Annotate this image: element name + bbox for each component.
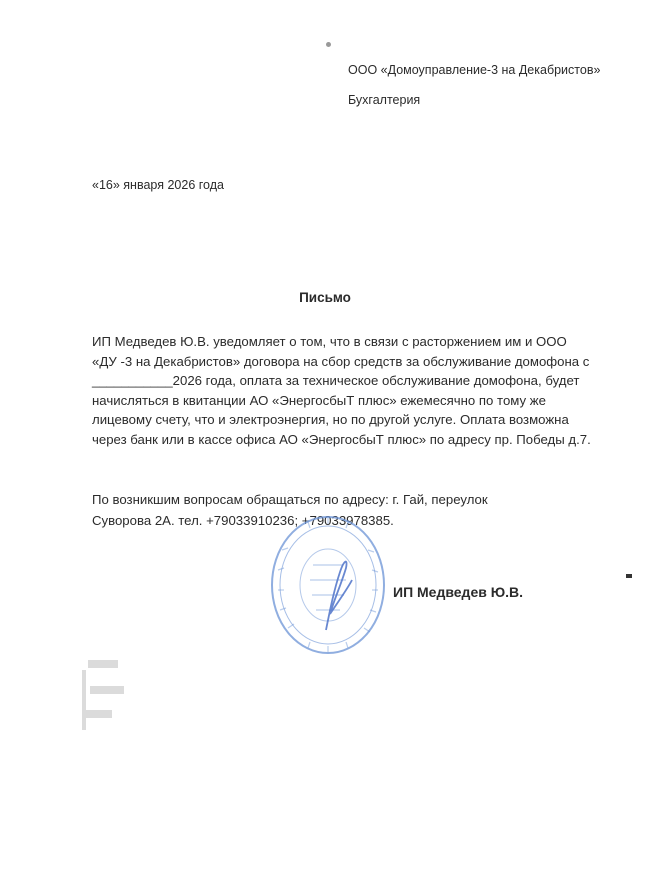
letter-title: Письмо	[299, 290, 351, 305]
seal-stamp	[268, 510, 388, 660]
scan-dot	[626, 574, 632, 578]
letter-paragraph-2: По возникшим вопросам обращаться по адресу: г. Гай, переулок Суворова 2А. тел. +79033910236; +79033978385.	[92, 492, 488, 528]
signature-name: ИП Медведев Ю.В.	[393, 584, 524, 600]
recipient-department: Бухгалтерия	[348, 93, 421, 107]
letter-paragraph-1: ИП Медведев Ю.В. уведомляет о том, что в связи с расторжением им и ООО «ДУ -3 на Декабристов» договора на сбор средств за обслуживание домофона с ___________2026 года, оплата за техническое обслуживание домофона, будет начисляться в квитанции АО «ЭнергосбыТ плюс» ежемесячно по тому же лицевому счету, что и электроэнергия, но по другой услуге. Оплата возможна через банк или в кассе офиса АО «ЭнергосбыТ плюс» по адресу пр. Победы д.7.	[92, 334, 591, 447]
scan-noise	[80, 650, 170, 740]
scan-dot	[326, 42, 331, 47]
recipient-organization: ООО «Домоуправление-3 на Декабристов»	[348, 63, 601, 77]
letter-date: «16» января 2026 года	[92, 178, 224, 192]
